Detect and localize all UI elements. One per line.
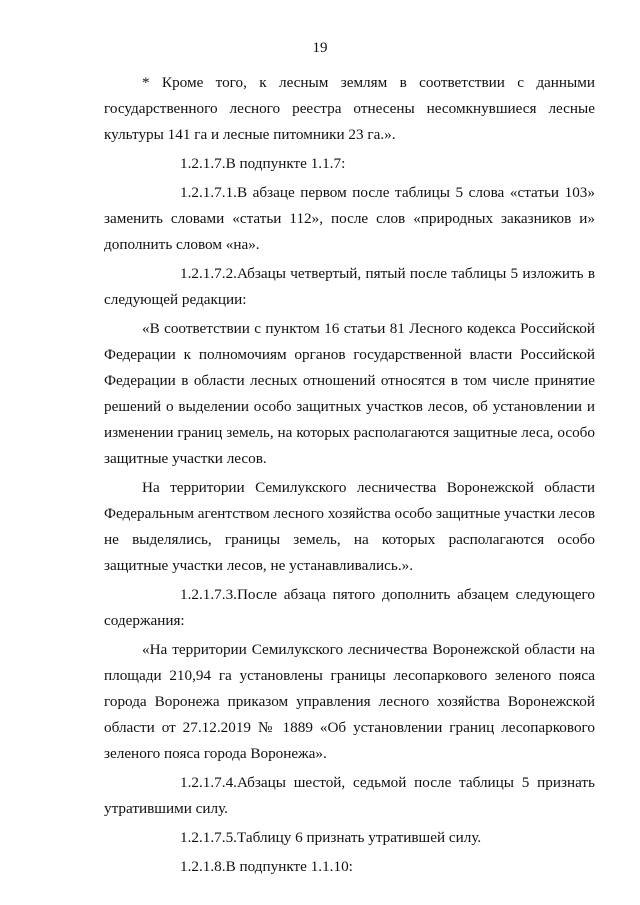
paragraph-clause: [104, 180, 595, 258]
paragraph-clause: [104, 582, 595, 634]
paragraph-clause: [104, 261, 595, 313]
paragraph-quote: [104, 475, 595, 579]
paragraph-clause: [104, 770, 595, 822]
paragraph-clause: [104, 854, 595, 880]
document-body: [104, 70, 595, 883]
paragraph-quote: [104, 637, 595, 767]
clause-number: 1.2.1.7.1.: [180, 184, 237, 201]
paragraph-quote: [104, 316, 595, 472]
paragraph-text: «На территории Семилукского лесничества Воронежской области на площади 210,94 га установлены границы лесопаркового зеленого пояса города Воронежа приказом управления лесного хозяйства Воронежской области от 27.12.2019 № 1889 «Об установлении границ лесопаркового зеленого пояса города Воронежа».: [104, 641, 595, 762]
clause-text: В абзаце первом после таблицы 5 слова «статьи 103» заменить словами «статьи 112», после слов «природных заказников и» дополнить словом «на».: [104, 184, 595, 253]
clause-number: 1.2.1.7.4.: [180, 774, 237, 791]
clause-text: Таблицу 6 признать утратившей силу.: [236, 829, 482, 846]
clause-number: 1.2.1.7.2.: [180, 265, 237, 282]
paragraph-text: «В соответствии с пунктом 16 статьи 81 Лесного кодекса Российской Федерации к полномочиям органов государственной власти Российской Федерации в области лесных отношений относятся в том числе принятие решений о выделении особо защитных участков лесов, об установлении и изменении границ земель, на которых располагаются защитные леса, особо защитные участки лесов.: [104, 320, 595, 467]
paragraph-text: На территории Семилукского лесничества Воронежской области Федеральным агентством лесного хозяйства особо защитные участки лесов не выделялись, границы земель, на которых располагаются особо защитные участки лесов, не устанавливались.».: [104, 479, 595, 574]
paragraph-clause: [104, 825, 595, 851]
clause-text: В подпункте 1.1.10:: [225, 858, 353, 875]
clause-text: В подпункте 1.1.7:: [225, 155, 346, 172]
clause-number: 1.2.1.8.: [180, 858, 226, 875]
paragraph-clause: [104, 151, 595, 177]
clause-number: 1.2.1.7.5.: [180, 829, 237, 846]
clause-text: Абзацы четвертый, пятый после таблицы 5 изложить в следующей редакции:: [104, 265, 595, 308]
paragraph-text: * Кроме того, к лесным землям в соответствии с данными государственного лесного реестра отнесены несомкнувшиеся лесные культуры 141 га и лесные питомники 23 га.».: [104, 74, 595, 143]
clause-number: 1.2.1.7.3.: [180, 586, 237, 603]
clause-number: 1.2.1.7.: [180, 155, 226, 172]
clause-text: Абзацы шестой, седьмой после таблицы 5 признать утратившими силу.: [104, 774, 595, 817]
page-number: 19: [312, 40, 328, 56]
clause-text: После абзаца пятого дополнить абзацем следующего содержания:: [104, 586, 595, 629]
paragraph-footnote: [104, 70, 595, 148]
